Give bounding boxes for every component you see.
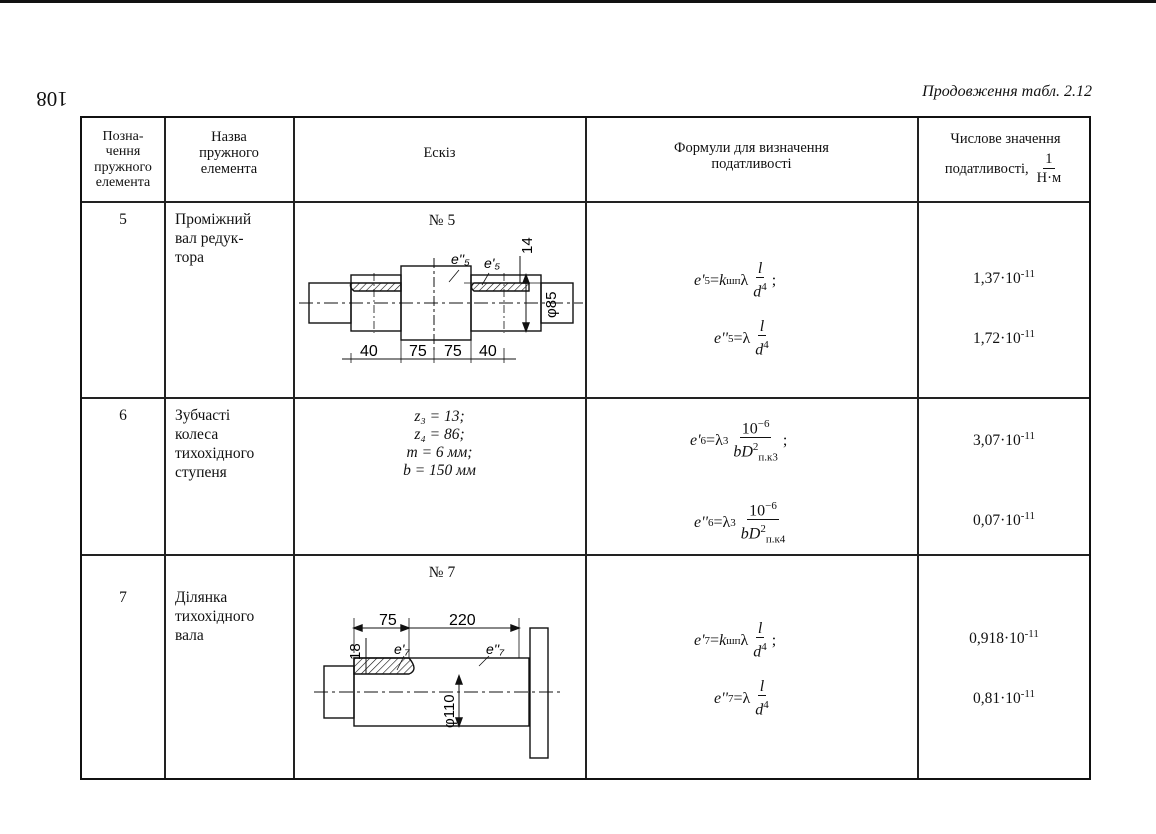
unit-numerator: 1 (1045, 151, 1053, 167)
row5-value-2: $1,72\cdot 10^{-11}$ (972, 328, 1036, 348)
row7-num: 7 (119, 589, 127, 606)
col-divider (917, 118, 919, 778)
shaft5-dim-3: 75 (444, 343, 462, 360)
row7-value-1: $0,918\cdot 10^{-11}$ (969, 628, 1039, 648)
header-formulas: Формули для визначення податливості (674, 140, 829, 172)
shaft7-dim-18: 18 (347, 643, 364, 660)
header-value-line1: Числове значення (950, 131, 1061, 147)
row5-num: 5 (119, 211, 127, 228)
param-z3: z₃ = 13; (414, 408, 465, 425)
shaft5-dim-1: 40 (360, 343, 378, 360)
row6-num: 6 (119, 407, 127, 424)
shaft5-keyway-left (350, 283, 401, 291)
shaft7-dia: φ110 (441, 694, 458, 728)
shaft5-keyway-right (472, 283, 530, 291)
shaft7-label-e7p: e'₇ (394, 641, 410, 657)
header-value-line2: податливості, (944, 160, 1029, 177)
row6-name: Зубчасті колеса тихохідного ступеня (175, 407, 255, 481)
col-divider (164, 118, 166, 778)
header-value (918, 130, 1093, 187)
formula-e6-double-prime: e'' 6 = λ 3 $\frac{10^{-6}}{bD^2_{п.к4}}$ (694, 500, 786, 546)
shaft7-dim-220: 220 (449, 612, 476, 629)
page-number: 108 (36, 87, 68, 112)
shaft-sketch-5 (294, 228, 584, 396)
data-table (80, 116, 1091, 780)
shaft5-label-e5p: e'₅ (484, 255, 501, 271)
header-value-unit-row (918, 151, 1093, 187)
unit-denominator: Н·м (1036, 170, 1062, 186)
row-divider (82, 201, 1089, 203)
shaft7-flange (530, 628, 548, 758)
row6-params (294, 408, 585, 480)
shaft5-dim-4: 40 (479, 343, 497, 360)
param-m: m = 6 мм; (406, 444, 473, 461)
formula-e6-prime: e' 6 = λ 3 $\frac{10^{-6}}{bD^2_{п.к3}}$ ; (690, 418, 788, 464)
shaft5-dim-14: 14 (519, 237, 536, 254)
shaft5-dia: φ85 (543, 291, 560, 318)
header-designation: Позна- чення пружного елемента (94, 128, 152, 190)
param-b: b = 150 мм (403, 462, 476, 479)
shaft5-dim-2: 75 (409, 343, 427, 360)
top-rule (0, 0, 1156, 3)
formula-e5-prime: e' 5 = k шп λ $\frac{l}{d^4}$ ; (694, 260, 777, 301)
row-divider (82, 397, 1089, 399)
row6-value-2: $0,07\cdot 10^{-11}$ (972, 510, 1036, 530)
row5-name: Проміжний вал редук- тора (175, 211, 252, 266)
shaft5-label-e5pp: e''₅ (451, 251, 470, 267)
row-divider (82, 554, 1089, 556)
header-name: Назва пружного елемента (199, 129, 259, 177)
formula-e7-double-prime: e'' 7 = λ $\frac{l}{d^4}$ (714, 678, 769, 719)
table-continuation-caption: Продовження табл. 2.12 (922, 83, 1092, 100)
shaft7-dim-75: 75 (379, 612, 397, 629)
row5-value-1: $1,37\cdot 10^{-11}$ (972, 268, 1036, 288)
param-z4: z₄ = 86; (414, 426, 465, 443)
row7-value-2: $0,81\cdot 10^{-11}$ (972, 688, 1036, 708)
formula-e7-prime: e' 7 = k шп λ $\frac{l}{d^4}$ ; (694, 620, 777, 661)
row5-sketch-label: № 5 (428, 212, 456, 229)
row7-name: Ділянка тихохідного вала (175, 589, 255, 644)
shaft7-label-e7pp: e''₇ (486, 641, 505, 657)
row7-sketch-label: № 7 (428, 564, 456, 581)
header-sketch: Ескіз (423, 145, 456, 161)
header-unit-fraction (1035, 151, 1063, 187)
formula-e5-double-prime: e'' 5 = λ $\frac{l}{d^4}$ (714, 318, 769, 359)
col-divider (585, 118, 587, 778)
shaft-sketch-7 (294, 578, 584, 778)
row6-value-1: $3,07\cdot 10^{-11}$ (972, 430, 1036, 450)
